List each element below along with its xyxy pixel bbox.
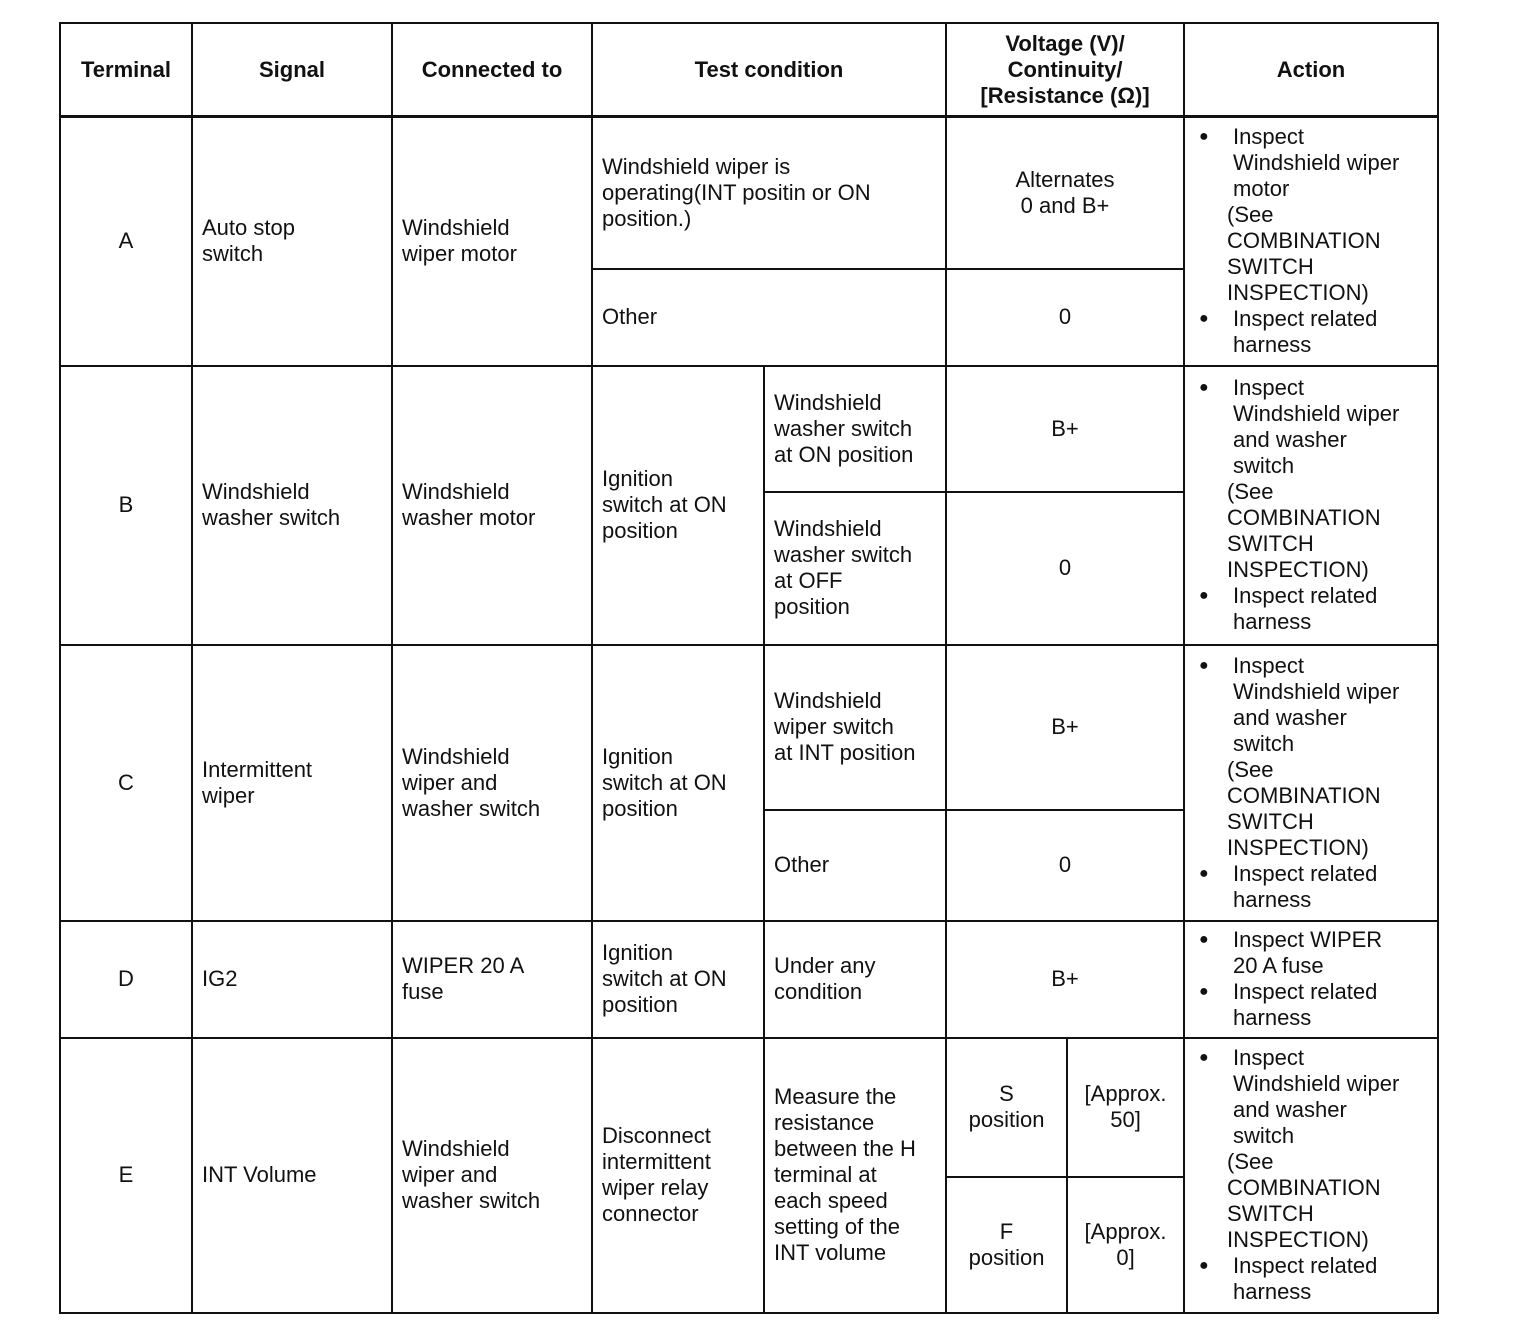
action-b-related: ● Inspect related harness xyxy=(1199,583,1435,635)
terminal-c: C xyxy=(60,645,192,921)
test-condition-a-2: Other xyxy=(592,269,946,366)
header-test-condition: Test condition xyxy=(592,23,946,117)
table-header-row xyxy=(60,23,1438,117)
action-c-inspect: ● Inspect Windshield wiper and washer switch xyxy=(1199,653,1435,757)
action-c-see: (See COMBINATION SWITCH INSPECTION) xyxy=(1227,756,1381,860)
terminal-e: E xyxy=(60,1038,192,1313)
action-e-see: (See COMBINATION SWITCH INSPECTION) xyxy=(1227,1149,1381,1252)
terminal-inspection-table xyxy=(59,22,1439,1314)
signal-c: Intermittent wiper xyxy=(192,645,392,921)
voltage-d: B+ xyxy=(946,921,1184,1038)
test-condition-c-2: Other xyxy=(764,810,946,921)
action-c-related: ● Inspect related harness xyxy=(1199,861,1435,913)
voltage-c-2: 0 xyxy=(946,810,1184,921)
voltage-b-1: B+ xyxy=(946,366,1184,492)
terminal-b: B xyxy=(60,366,192,645)
header-signal: Signal xyxy=(192,23,392,117)
table-row xyxy=(60,117,1438,269)
position-e-2: F position xyxy=(946,1177,1067,1313)
test-condition-a-1: Windshield wiper is operating(INT positin or ON position.) xyxy=(592,117,946,269)
action-e xyxy=(1184,1038,1438,1313)
signal-a: Auto stop switch xyxy=(192,117,392,366)
header-terminal: Terminal xyxy=(60,23,192,117)
measure-e: Measure the resistance between the H terminal at each speed setting of the INT volume xyxy=(764,1038,946,1313)
ignition-d: Ignition switch at ON position xyxy=(592,921,764,1038)
action-e-related: ● Inspect related harness xyxy=(1199,1253,1435,1305)
signal-b: Windshield washer switch xyxy=(192,366,392,645)
table-row xyxy=(60,921,1438,1038)
action-d-related: ● Inspect related harness xyxy=(1199,979,1435,1031)
terminal-d: D xyxy=(60,921,192,1038)
connected-to-e: Windshield wiper and washer switch xyxy=(392,1038,592,1313)
disconnect-e: Disconnect intermittent wiper relay connector xyxy=(592,1038,764,1313)
action-a-see: (See COMBINATION SWITCH INSPECTION) xyxy=(1227,202,1381,306)
action-b-see: (See COMBINATION SWITCH INSPECTION) xyxy=(1227,479,1381,582)
ignition-b: Ignition switch at ON position xyxy=(592,366,764,645)
voltage-a-2: 0 xyxy=(946,269,1184,366)
table-row xyxy=(60,1038,1438,1177)
table-row xyxy=(60,645,1438,810)
header-voltage: Voltage (V)/ Continuity/ [Resistance (Ω)] xyxy=(946,23,1184,117)
table-row xyxy=(60,366,1438,492)
voltage-a-1: Alternates 0 and B+ xyxy=(946,117,1184,269)
action-b-inspect: ● Inspect Windshield wiper and washer switch xyxy=(1199,375,1435,479)
header-connected-to: Connected to xyxy=(392,23,592,117)
action-b xyxy=(1184,366,1438,645)
connected-to-a: Windshield wiper motor xyxy=(392,117,592,366)
voltage-b-2: 0 xyxy=(946,492,1184,645)
action-d xyxy=(1184,921,1438,1038)
test-condition-d: Under any condition xyxy=(764,921,946,1038)
action-c xyxy=(1184,645,1438,921)
voltage-c-1: B+ xyxy=(946,645,1184,810)
connected-to-c: Windshield wiper and washer switch xyxy=(392,645,592,921)
action-a xyxy=(1184,117,1438,366)
signal-e: INT Volume xyxy=(192,1038,392,1313)
connected-to-d: WIPER 20 A fuse xyxy=(392,921,592,1038)
action-a-related: ● Inspect related harness xyxy=(1199,306,1435,358)
header-action: Action xyxy=(1184,23,1438,117)
test-condition-c-1: Windshield wiper switch at INT position xyxy=(764,645,946,810)
connected-to-b: Windshield washer motor xyxy=(392,366,592,645)
action-d-inspect: ● Inspect WIPER 20 A fuse xyxy=(1199,927,1435,979)
action-e-inspect: ● Inspect Windshield wiper and washer switch xyxy=(1199,1045,1435,1149)
signal-d: IG2 xyxy=(192,921,392,1038)
terminal-a: A xyxy=(60,117,192,366)
test-condition-b-1: Windshield washer switch at ON position xyxy=(764,366,946,492)
ignition-c: Ignition switch at ON position xyxy=(592,645,764,921)
position-e-1: S position xyxy=(946,1038,1067,1177)
resistance-e-2: [Approx. 0] xyxy=(1067,1177,1184,1313)
test-condition-b-2: Windshield washer switch at OFF position xyxy=(764,492,946,645)
action-a-inspect: ● Inspect Windshield wiper motor xyxy=(1199,124,1435,202)
resistance-e-1: [Approx. 50] xyxy=(1067,1038,1184,1177)
